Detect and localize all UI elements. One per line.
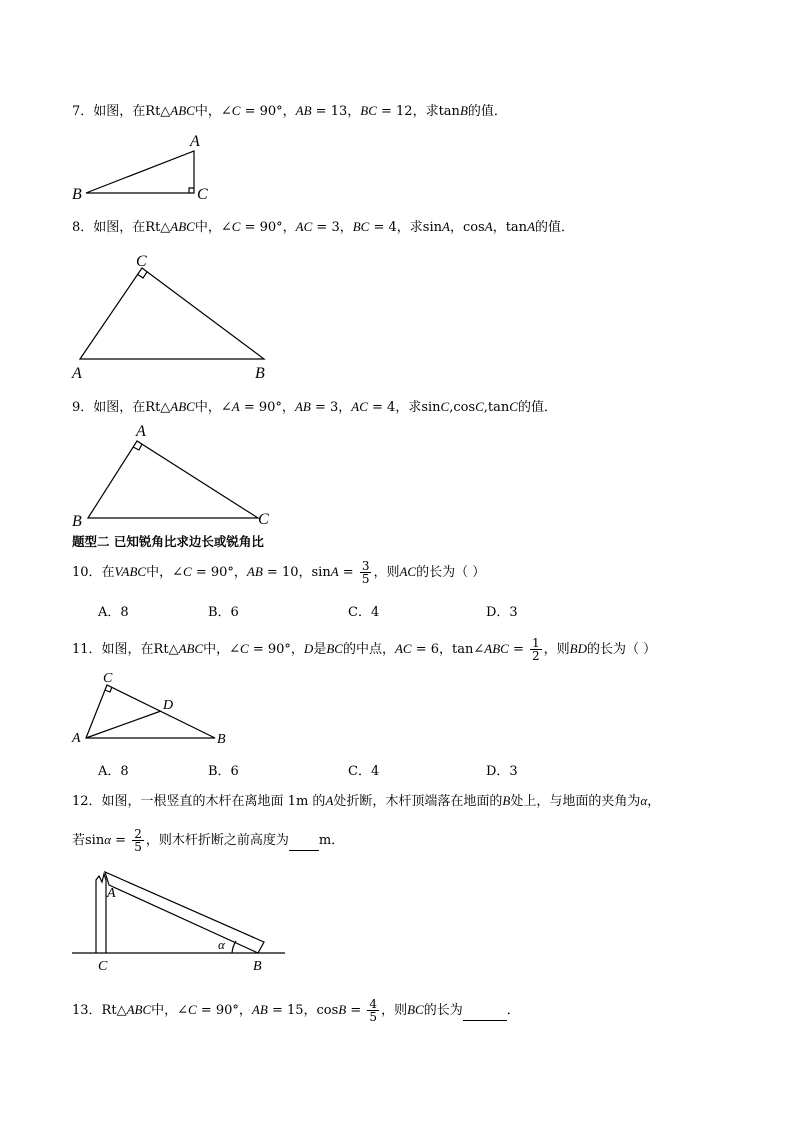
q12-alpha: α: [104, 832, 112, 847]
q10-text: 中，: [146, 565, 173, 580]
q8-a: A: [484, 219, 493, 234]
q13-text: = 90°，: [196, 1003, 252, 1018]
q10-text: = 90°，: [191, 565, 247, 580]
q10-abc: ABC: [121, 564, 147, 579]
q12-frac-num: 2: [134, 827, 142, 841]
q10-text: 10．在: [72, 565, 115, 580]
q12-text: 处上，与地面的夹角为: [510, 794, 641, 809]
q13-text: 的长为: [423, 1003, 463, 1018]
q9-angle-symbol: ∠: [220, 400, 232, 415]
q7-text: 7．如图，在: [72, 104, 146, 119]
q9-ac: AC: [351, 399, 368, 414]
q11-text: 中，: [203, 642, 230, 657]
q7-text: 中，: [194, 104, 221, 119]
q7-triangle-symbol: △: [160, 104, 171, 119]
q13-eq: =: [346, 1003, 366, 1018]
figure-11: [86, 685, 215, 738]
q9-sin: sin: [421, 400, 441, 415]
fig11-label-d: D: [163, 698, 174, 713]
q8-c: C: [231, 219, 241, 234]
q7-angle-symbol: ∠: [220, 104, 232, 119]
q11-text: 的中点，: [342, 642, 395, 657]
figure-7: [86, 151, 194, 193]
q9-text: 中，: [194, 400, 221, 415]
q11-text: = 6，: [411, 642, 453, 657]
q11-c: C: [240, 641, 249, 656]
q11-eq: =: [508, 642, 529, 657]
q8-tan: tan: [505, 220, 528, 235]
q12-b: B: [502, 793, 511, 808]
figure-9: [88, 441, 258, 518]
q11-text: 是: [313, 642, 327, 657]
q13-bc: BC: [407, 1002, 424, 1017]
q8-text: = 90°，: [240, 220, 296, 235]
q7-abc: ABC: [170, 103, 195, 118]
q13-c: C: [188, 1002, 197, 1017]
q11-bd: BD: [569, 641, 588, 656]
fig12-pole-stump: [96, 874, 106, 953]
q12-text: m．: [318, 833, 345, 848]
q10-c: C: [183, 564, 192, 579]
q10-a: A: [330, 564, 339, 579]
q13-ab: AB: [251, 1002, 268, 1017]
q11-text: 的长为（ ）: [587, 642, 657, 657]
fig8-triangle: [80, 268, 264, 359]
q11-option-c[interactable]: C．4: [348, 764, 380, 779]
q9-text: 的值．: [517, 400, 557, 415]
q11-ac: AC: [394, 641, 412, 656]
fig12-fallen-pole: [105, 872, 264, 953]
q10-ac: AC: [399, 564, 417, 579]
q11-abc: ABC: [178, 641, 204, 656]
q11-text: 11．如图，在: [72, 642, 154, 657]
q8-a: A: [527, 219, 536, 234]
q9-text: 9．如图，在: [72, 400, 146, 415]
q11-text: = 90°，: [248, 642, 304, 657]
q13-cos: cos: [316, 1003, 339, 1018]
q10-text: ，则: [373, 565, 400, 580]
q13-b: B: [338, 1002, 347, 1017]
q7-c: C: [231, 103, 241, 118]
q12-sin: sin: [85, 833, 105, 848]
q8-cos: cos: [462, 220, 485, 235]
q8-text: 的值．: [535, 220, 575, 235]
q13-frac-num: 4: [369, 997, 378, 1011]
q13-angle-symbol: ∠: [177, 1003, 189, 1018]
q10-text: 的长为（ ）: [416, 565, 486, 580]
q11-d: D: [303, 641, 314, 656]
q8-rt: Rt: [145, 220, 161, 235]
q11-frac-den: 2: [532, 649, 540, 663]
q12-alpha: α: [640, 793, 648, 808]
q7-bc: BC: [360, 103, 377, 118]
q9-text: = 3，: [310, 400, 352, 415]
fig12-angle-arc: [232, 941, 236, 953]
fig7-label-c: C: [197, 186, 208, 203]
q9-c: C: [509, 399, 518, 414]
q9-a: A: [231, 399, 240, 414]
q8-sep: ，: [492, 220, 506, 235]
fig12-label-a: A: [107, 886, 116, 901]
q8-triangle-symbol: △: [160, 220, 171, 235]
q8-angle-symbol: ∠: [220, 220, 232, 235]
q12-text: 12．如图，一根竖直的木杆在离地面: [72, 794, 284, 809]
fig11-triangle: [86, 685, 215, 738]
q9-abc: ABC: [170, 399, 195, 414]
fig9-label-a: A: [136, 423, 146, 440]
fig9-triangle: [88, 441, 258, 518]
q7-text: = 90°，: [240, 104, 296, 119]
fig12-label-alpha: α: [218, 937, 225, 952]
q12-text: ，: [647, 794, 661, 809]
q7-b: B: [459, 103, 468, 118]
q11-option-d[interactable]: D．3: [486, 764, 518, 779]
q11-tan: tan∠: [452, 642, 485, 657]
fig11-median-ad: [86, 711, 161, 738]
q10-frac-num: 3: [361, 559, 370, 573]
fig9-label-c: C: [258, 511, 269, 528]
fig11-label-a: A: [72, 731, 81, 746]
q8-bc: BC: [352, 219, 370, 234]
q10-option-c[interactable]: C．4: [348, 605, 380, 620]
q8-abc: ABC: [170, 219, 195, 234]
q8-text: = 3，: [312, 220, 353, 235]
fig7-label-b: B: [72, 186, 82, 203]
q10-angle-symbol: ∠: [172, 565, 184, 580]
q8-a: A: [441, 219, 450, 234]
q11-option-b[interactable]: B．6: [208, 764, 239, 779]
q7-text: 的值．: [467, 104, 507, 119]
fig7-label-a: A: [190, 133, 200, 150]
q9-triangle-symbol: △: [160, 400, 171, 415]
q9-rt: Rt: [145, 400, 161, 415]
q13-text: 中，: [151, 1003, 178, 1018]
q8-ac: AC: [295, 219, 313, 234]
q9-ab: AB: [294, 399, 311, 414]
q13-abc: ABC: [126, 1002, 152, 1017]
q11-text: ，则: [543, 642, 570, 657]
q10-option-b[interactable]: B．6: [208, 605, 239, 620]
q13-text: 13．: [72, 1003, 102, 1018]
q7-tan: tan: [438, 104, 460, 119]
q8-sin: sin: [422, 220, 442, 235]
section-heading-type-2: 题型二 已知锐角比求边长或锐角比: [72, 534, 264, 549]
fig8-label-a: A: [72, 365, 82, 382]
q13-text: ，则: [381, 1003, 408, 1018]
q12-one-meter: 1m: [283, 794, 313, 809]
figure-8: [80, 268, 264, 359]
q10-v: V: [114, 564, 122, 579]
q10-frac-den: 5: [361, 572, 370, 586]
q13-triangle-symbol: △: [116, 1003, 127, 1018]
fig7-triangle: [86, 151, 194, 193]
fig11-label-b: B: [217, 732, 226, 747]
fig8-label-c: C: [136, 253, 147, 270]
q12-text: 若: [72, 833, 86, 848]
fig8-label-b: B: [255, 365, 265, 382]
q11-angle-symbol: ∠: [229, 642, 241, 657]
q11-rt: Rt: [153, 642, 169, 657]
fig12-label-c: C: [98, 959, 108, 974]
figure-12: [72, 872, 285, 953]
q9-text: = 90°，: [239, 400, 295, 415]
q10-eq: =: [338, 565, 358, 580]
q7-ab: AB: [295, 103, 312, 118]
q9-tan: ,tan: [483, 400, 510, 415]
fig7-right-angle-mark: [189, 188, 194, 193]
q11-bc: BC: [326, 641, 343, 656]
q11-option-a[interactable]: A．8: [98, 764, 129, 779]
q9-c: C: [440, 399, 450, 414]
fig12-label-b: B: [253, 959, 262, 974]
q13-frac-den: 5: [369, 1010, 378, 1024]
q12-a: A: [325, 793, 334, 808]
q8-text: 中，: [194, 220, 221, 235]
q11-triangle-symbol: △: [168, 642, 179, 657]
q12-text: ，则木杆折断之前高度为: [145, 833, 289, 848]
q13-text: ．: [506, 1003, 520, 1018]
q8-sep: ，: [449, 220, 463, 235]
q9-cos: ,cos: [449, 400, 476, 415]
q11-abc-angle: ABC: [484, 641, 509, 656]
q8-text: = 4，求: [369, 220, 423, 235]
q10-text: = 10，: [262, 565, 312, 580]
q13-text: = 15，: [267, 1003, 317, 1018]
q12-text: 处折断，木杆顶端落在地面的: [333, 794, 503, 809]
q12-eq: =: [111, 833, 131, 848]
q7-rt: Rt: [145, 104, 161, 119]
q10-option-d[interactable]: D．3: [486, 605, 518, 620]
q7-text: = 13，: [311, 104, 361, 119]
q10-option-a[interactable]: A．8: [98, 605, 129, 620]
fig11-label-c: C: [103, 671, 113, 686]
q8-text: 8．如图，在: [72, 220, 146, 235]
q13-rt: Rt: [101, 1003, 117, 1018]
q12-text: 的: [312, 794, 326, 809]
q10-ab: AB: [246, 564, 263, 579]
q12-frac-den: 5: [134, 840, 142, 854]
q9-c: C: [475, 399, 484, 414]
q9-text: = 4，求: [367, 400, 422, 415]
q10-sin: sin: [311, 565, 331, 580]
q7-text: = 12，求: [376, 104, 439, 119]
q11-frac-num: 1: [532, 636, 540, 650]
fig9-label-b: B: [72, 513, 82, 530]
